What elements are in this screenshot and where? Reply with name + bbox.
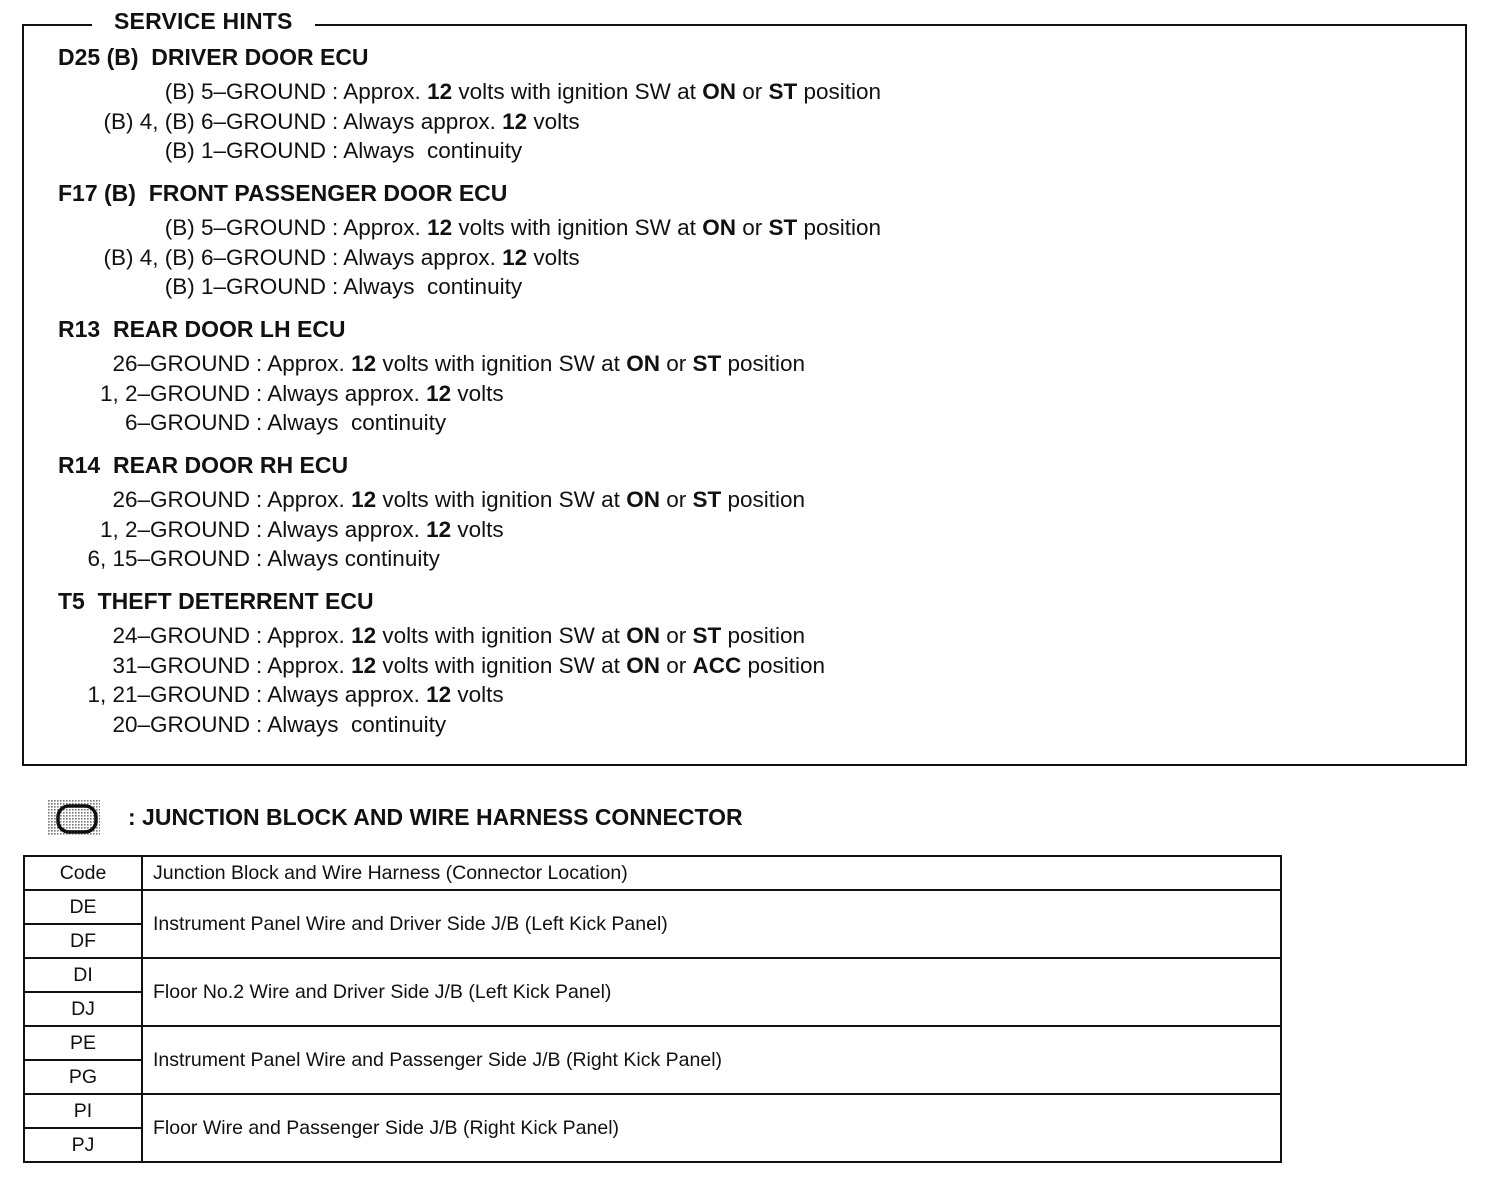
header-code: Code bbox=[24, 856, 142, 890]
emphasis-text: ON bbox=[702, 79, 736, 104]
condition-text: : Approx. bbox=[332, 79, 428, 104]
emphasis-text: 12 bbox=[427, 215, 453, 240]
emphasis-text: ON bbox=[626, 351, 660, 376]
condition-text: : Always continuity bbox=[256, 546, 440, 571]
terminal-label: (B) 4, (B) 6–GROUND bbox=[103, 244, 326, 270]
condition-text: or bbox=[659, 351, 693, 376]
terminal-condition bbox=[256, 681, 504, 709]
connector-code: DJ bbox=[24, 992, 142, 1026]
emphasis-text: ON bbox=[626, 623, 660, 648]
emphasis-text: ST bbox=[768, 215, 798, 240]
terminal-condition bbox=[256, 652, 825, 680]
terminal-condition bbox=[256, 622, 805, 650]
terminal-label: 26–GROUND bbox=[112, 487, 250, 512]
terminal-condition bbox=[256, 486, 805, 514]
condition-text: volts bbox=[527, 244, 580, 270]
terminal-label: 6, 15–GROUND bbox=[87, 546, 250, 571]
connector-location: Instrument Panel Wire and Driver Side J/B (Left Kick Panel) bbox=[142, 890, 1281, 958]
emphasis-text: ST bbox=[692, 623, 722, 648]
terminal-label: 26–GROUND bbox=[112, 351, 250, 376]
terminal-condition bbox=[256, 409, 446, 437]
terminal-label: 6–GROUND bbox=[124, 410, 250, 435]
condition-text: or bbox=[735, 79, 769, 104]
condition-text: volts with ignition SW at bbox=[452, 79, 703, 104]
terminal-label: (B) 5–GROUND bbox=[164, 215, 326, 240]
condition-text: : Always continuity bbox=[332, 138, 523, 163]
section-heading: R13 REAR DOOR LH ECU bbox=[58, 316, 346, 342]
terminal-label: 1, 21–GROUND bbox=[87, 682, 250, 707]
terminal-label: (B) 4, (B) 6–GROUND bbox=[103, 108, 326, 134]
condition-text: position bbox=[797, 79, 882, 104]
emphasis-text: ST bbox=[692, 487, 722, 512]
terminal-label: (B) 1–GROUND bbox=[164, 138, 326, 163]
emphasis-text: 12 bbox=[351, 487, 377, 512]
emphasis-text: 12 bbox=[351, 351, 377, 376]
condition-text: or bbox=[659, 652, 693, 678]
terminal-label: 20–GROUND bbox=[112, 711, 250, 737]
service-hints-title: SERVICE HINTS bbox=[92, 8, 315, 35]
condition-text: : Approx. bbox=[256, 652, 352, 678]
connector-code: DI bbox=[24, 958, 142, 992]
condition-text: : Always continuity bbox=[256, 711, 447, 737]
condition-text: : Always approx. bbox=[256, 682, 427, 707]
condition-text: : Approx. bbox=[332, 215, 428, 240]
terminal-condition bbox=[332, 137, 522, 165]
condition-text: : Approx. bbox=[256, 351, 352, 376]
connector-location: Instrument Panel Wire and Passenger Side J/B (Right Kick Panel) bbox=[142, 1026, 1281, 1094]
condition-text: : Always continuity bbox=[332, 274, 523, 299]
terminal-condition bbox=[332, 214, 881, 242]
terminal-condition bbox=[256, 711, 446, 739]
terminal-condition bbox=[332, 273, 522, 301]
condition-text: : Always approx. bbox=[332, 244, 503, 270]
condition-text: volts bbox=[527, 108, 580, 134]
condition-text: position bbox=[721, 351, 806, 376]
emphasis-text: 12 bbox=[502, 244, 528, 270]
condition-text: volts with ignition SW at bbox=[376, 351, 627, 376]
terminal-label: 24–GROUND bbox=[112, 623, 250, 648]
condition-text: : Always continuity bbox=[256, 410, 447, 435]
terminal-condition bbox=[332, 108, 580, 136]
table-header-row bbox=[24, 856, 1281, 890]
condition-text: or bbox=[659, 623, 693, 648]
connector-code: PJ bbox=[24, 1128, 142, 1162]
legend-label: : JUNCTION BLOCK AND WIRE HARNESS CONNECTOR bbox=[128, 804, 743, 830]
condition-text: position bbox=[741, 652, 826, 678]
condition-text: position bbox=[721, 623, 806, 648]
table-row bbox=[24, 958, 1281, 992]
terminal-label: 1, 2–GROUND bbox=[99, 516, 250, 542]
emphasis-text: ON bbox=[626, 487, 660, 512]
section-heading: T5 THEFT DETERRENT ECU bbox=[58, 588, 374, 614]
condition-text: : Always approx. bbox=[256, 380, 427, 406]
emphasis-text: ST bbox=[692, 351, 722, 376]
table-row bbox=[24, 890, 1281, 924]
terminal-label: (B) 5–GROUND bbox=[164, 79, 326, 104]
header-location: Junction Block and Wire Harness (Connector Location) bbox=[142, 856, 1281, 890]
connector-location: Floor No.2 Wire and Driver Side J/B (Left Kick Panel) bbox=[142, 958, 1281, 1026]
emphasis-text: 12 bbox=[426, 516, 452, 542]
terminal-label: 1, 2–GROUND bbox=[99, 380, 250, 406]
terminal-condition bbox=[256, 350, 805, 378]
condition-text: volts bbox=[451, 682, 504, 707]
emphasis-text: 12 bbox=[351, 623, 377, 648]
condition-text: volts bbox=[451, 380, 504, 406]
section-heading: D25 (B) DRIVER DOOR ECU bbox=[58, 44, 369, 70]
emphasis-text: 12 bbox=[426, 380, 452, 406]
terminal-condition bbox=[256, 545, 440, 573]
condition-text: volts with ignition SW at bbox=[452, 215, 703, 240]
connector-code: PG bbox=[24, 1060, 142, 1094]
condition-text: : Approx. bbox=[256, 487, 352, 512]
terminal-label: 31–GROUND bbox=[112, 652, 250, 678]
connector-code: DE bbox=[24, 890, 142, 924]
emphasis-text: ACC bbox=[692, 652, 742, 678]
emphasis-text: ST bbox=[768, 79, 798, 104]
section-heading: R14 REAR DOOR RH ECU bbox=[58, 452, 349, 478]
terminal-condition bbox=[332, 244, 580, 272]
emphasis-text: 12 bbox=[427, 79, 453, 104]
connector-symbol-icon bbox=[48, 800, 100, 836]
emphasis-text: 12 bbox=[426, 682, 452, 707]
connector-table bbox=[23, 855, 1282, 1163]
condition-text: volts with ignition SW at bbox=[376, 652, 627, 678]
emphasis-text: ON bbox=[702, 215, 736, 240]
emphasis-text: 12 bbox=[351, 652, 377, 678]
condition-text: or bbox=[735, 215, 769, 240]
condition-text: volts with ignition SW at bbox=[376, 623, 627, 648]
emphasis-text: 12 bbox=[502, 108, 528, 134]
condition-text: position bbox=[721, 487, 806, 512]
condition-text: : Always approx. bbox=[332, 108, 503, 134]
connector-code: PE bbox=[24, 1026, 142, 1060]
terminal-label: (B) 1–GROUND bbox=[164, 274, 326, 299]
condition-text: volts bbox=[451, 516, 504, 542]
condition-text: volts with ignition SW at bbox=[376, 487, 627, 512]
condition-text: or bbox=[659, 487, 693, 512]
terminal-condition bbox=[256, 516, 504, 544]
table-row bbox=[24, 1094, 1281, 1128]
terminal-condition bbox=[256, 380, 504, 408]
condition-text: : Always approx. bbox=[256, 516, 427, 542]
section-heading: F17 (B) FRONT PASSENGER DOOR ECU bbox=[58, 180, 508, 206]
connector-code: PI bbox=[24, 1094, 142, 1128]
table-row bbox=[24, 1026, 1281, 1060]
emphasis-text: ON bbox=[626, 652, 660, 678]
connector-location: Floor Wire and Passenger Side J/B (Right Kick Panel) bbox=[142, 1094, 1281, 1162]
terminal-condition bbox=[332, 78, 881, 106]
condition-text: position bbox=[797, 215, 882, 240]
condition-text: : Approx. bbox=[256, 623, 352, 648]
connector-code: DF bbox=[24, 924, 142, 958]
